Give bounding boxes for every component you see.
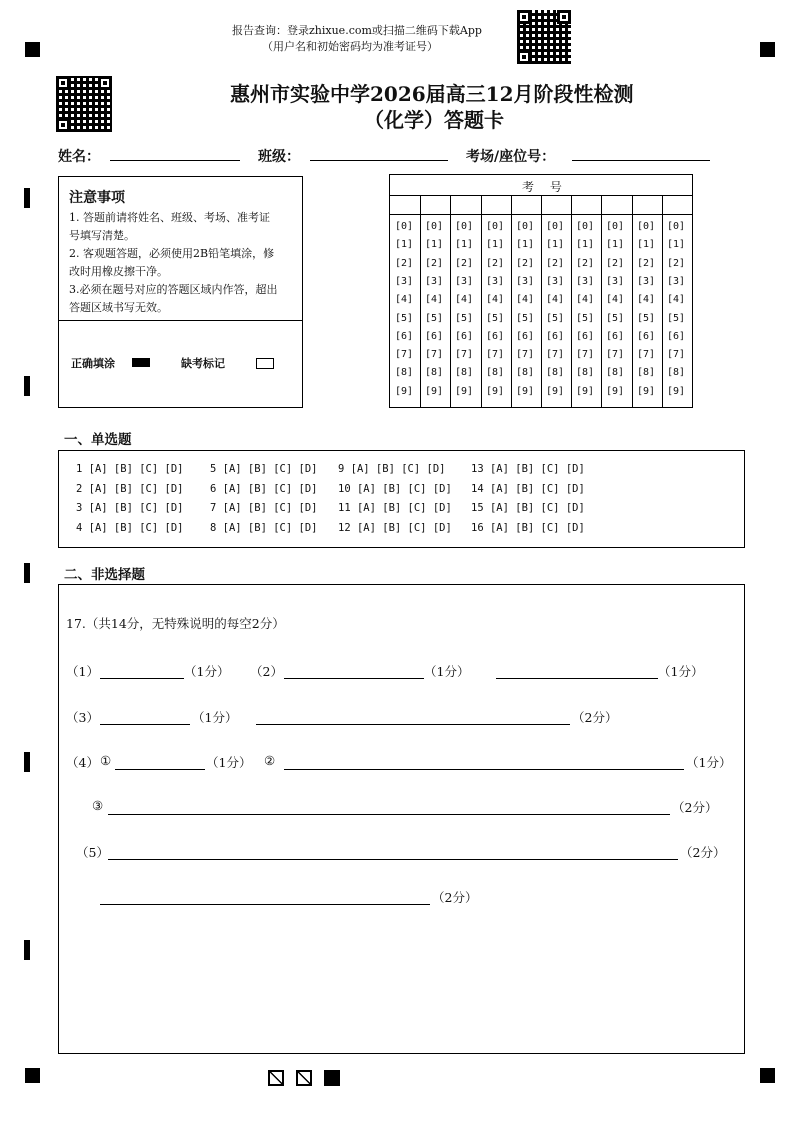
correct-fill-sample bbox=[132, 358, 150, 367]
exam-digit-bubble[interactable]: [1] bbox=[637, 239, 656, 251]
name-field[interactable] bbox=[110, 146, 240, 161]
exam-digit-bubble[interactable]: [7] bbox=[546, 349, 565, 361]
exam-digit-bubble[interactable]: [9] bbox=[395, 385, 414, 397]
exam-digit-bubble[interactable]: [8] bbox=[455, 367, 474, 379]
exam-digit-bubble[interactable]: [9] bbox=[606, 385, 625, 397]
exam-digit-bubble[interactable]: [1] bbox=[667, 239, 686, 251]
single-choice-item[interactable]: 15 [A] [B] [C] [D] bbox=[471, 502, 585, 514]
notice-line: 答题区域书写无效。 bbox=[69, 301, 168, 314]
exam-digit-bubble[interactable]: [0] bbox=[637, 221, 656, 232]
absent-label: 缺考标记 bbox=[181, 357, 225, 370]
exam-digit-bubble[interactable]: [3] bbox=[516, 275, 535, 287]
seat-label: 考场/座位号： bbox=[466, 149, 556, 165]
exam-digit-bubble[interactable]: [7] bbox=[667, 349, 686, 361]
section1-title: 一、单选题 bbox=[64, 432, 132, 448]
answer-blank[interactable] bbox=[108, 845, 678, 860]
single-choice-item[interactable]: 13 [A] [B] [C] [D] bbox=[471, 463, 585, 475]
exam-digit-bubble[interactable]: [8] bbox=[546, 367, 565, 379]
exam-digit-bubble[interactable]: [6] bbox=[637, 330, 656, 342]
single-choice-item[interactable]: 4 [A] [B] [C] [D] bbox=[76, 521, 184, 534]
exam-digit-bubble[interactable]: [8] bbox=[637, 367, 656, 379]
score-2: （2分） bbox=[432, 890, 478, 905]
exam-digit-bubble[interactable]: [7] bbox=[486, 349, 505, 361]
exam-digit-bubble[interactable]: [1] bbox=[516, 239, 535, 251]
report-credential-line: （用户名和初始密码均为准考证号） bbox=[262, 40, 438, 53]
exam-digit-bubble[interactable]: [0] bbox=[395, 221, 414, 232]
answer-blank[interactable] bbox=[100, 890, 430, 905]
notice-line: 号填写清楚。 bbox=[69, 229, 135, 242]
score-1: （1分） bbox=[184, 664, 230, 679]
exam-digit-bubble[interactable]: [1] bbox=[486, 239, 505, 251]
circled-2: ② bbox=[264, 753, 276, 768]
exam-digit-bubble[interactable]: [5] bbox=[455, 312, 474, 324]
exam-digit-bubble[interactable]: [0] bbox=[425, 221, 444, 232]
answer-blank[interactable] bbox=[115, 755, 205, 770]
answer-blank[interactable] bbox=[284, 755, 684, 770]
exam-digit-bubble[interactable]: [2] bbox=[395, 257, 414, 269]
seat-field[interactable] bbox=[572, 146, 710, 161]
exam-digit-bubble[interactable]: [7] bbox=[516, 349, 535, 361]
correct-fill-label: 正确填涂 bbox=[71, 357, 115, 370]
exam-digit-bubble[interactable]: [2] bbox=[486, 257, 505, 269]
exam-digit-bubble[interactable]: [5] bbox=[637, 312, 656, 324]
exam-digit-bubble[interactable]: [3] bbox=[425, 275, 444, 287]
exam-digit-bubble[interactable]: [5] bbox=[546, 312, 565, 324]
corner-mark-bottom-right bbox=[760, 1068, 775, 1083]
score-1: （1分） bbox=[658, 664, 704, 679]
exam-digit-bubble[interactable]: [3] bbox=[637, 275, 656, 287]
exam-digit-bubble[interactable]: [5] bbox=[516, 312, 535, 324]
exam-digit-bubble[interactable]: [6] bbox=[395, 330, 414, 342]
exam-digit-bubble[interactable]: [9] bbox=[546, 385, 565, 397]
qr-code-icon bbox=[517, 10, 571, 64]
exam-digit-bubble[interactable]: [0] bbox=[576, 221, 595, 232]
score-1: （1分） bbox=[206, 755, 252, 770]
exam-digit-bubble[interactable]: [3] bbox=[606, 275, 625, 287]
exam-digit-bubble[interactable]: [8] bbox=[395, 367, 414, 379]
exam-digit-bubble[interactable]: [7] bbox=[637, 349, 656, 361]
exam-digit-bubble[interactable]: [3] bbox=[576, 275, 595, 287]
score-1: （1分） bbox=[424, 664, 470, 679]
exam-digit-bubble[interactable]: [4] bbox=[395, 294, 414, 306]
exam-digit-bubble[interactable]: [4] bbox=[516, 294, 535, 306]
corner-mark-bottom-left bbox=[25, 1068, 40, 1083]
exam-number-grid bbox=[389, 174, 693, 408]
exam-digit-bubble[interactable]: [2] bbox=[606, 257, 625, 269]
exam-digit-bubble[interactable]: [0] bbox=[486, 221, 505, 232]
exam-digit-bubble[interactable]: [4] bbox=[546, 294, 565, 306]
exam-digit-bubble[interactable]: [2] bbox=[455, 257, 474, 269]
exam-digit-bubble[interactable]: [3] bbox=[667, 275, 686, 287]
score-2: （2分） bbox=[572, 710, 618, 725]
answer-blank[interactable] bbox=[100, 710, 190, 725]
exam-digit-bubble[interactable]: [1] bbox=[576, 239, 595, 251]
exam-digit-bubble[interactable]: [8] bbox=[606, 367, 625, 379]
single-choice-item[interactable]: 11 [A] [B] [C] [D] bbox=[338, 502, 452, 514]
exam-digit-bubble[interactable]: [0] bbox=[516, 221, 535, 232]
exam-digit-bubble[interactable]: [2] bbox=[576, 257, 595, 269]
exam-digit-bubble[interactable]: [2] bbox=[516, 257, 535, 269]
exam-number-title: 考 号 bbox=[522, 180, 568, 194]
answer-area bbox=[58, 584, 745, 1054]
student-qr-code-icon bbox=[56, 76, 112, 132]
exam-digit-bubble[interactable]: [2] bbox=[637, 257, 656, 269]
exam-digit-bubble[interactable]: [9] bbox=[576, 385, 595, 397]
q17-part3-label: （3） bbox=[66, 710, 99, 725]
single-choice-item[interactable]: 9 [A] [B] [C] [D] bbox=[338, 463, 446, 475]
exam-digit-bubble[interactable]: [9] bbox=[455, 385, 474, 397]
exam-digit-bubble[interactable]: [4] bbox=[576, 294, 595, 306]
exam-digit-bubble[interactable]: [8] bbox=[576, 367, 595, 379]
exam-digit-bubble[interactable]: [3] bbox=[486, 275, 505, 287]
timing-bar bbox=[24, 188, 30, 208]
score-2: （2分） bbox=[680, 845, 726, 860]
single-choice-item[interactable]: 5 [A] [B] [C] [D] bbox=[210, 463, 318, 475]
name-label: 姓名： bbox=[58, 149, 100, 165]
exam-digit-bubble[interactable]: [4] bbox=[425, 294, 444, 306]
q17-part4-label: （4） bbox=[66, 755, 99, 770]
circled-3: ③ bbox=[92, 798, 104, 813]
corner-mark-top-right bbox=[760, 42, 775, 57]
exam-digit-bubble[interactable]: [3] bbox=[546, 275, 565, 287]
exam-digit-bubble[interactable]: [1] bbox=[606, 239, 625, 251]
page-subtitle: （化学）答题卡 bbox=[364, 108, 504, 132]
score-1: （1分） bbox=[192, 710, 238, 725]
single-choice-item[interactable]: 7 [A] [B] [C] [D] bbox=[210, 502, 318, 514]
exam-digit-bubble[interactable]: [9] bbox=[486, 385, 505, 397]
exam-digit-bubble[interactable]: [5] bbox=[395, 312, 414, 324]
exam-digit-bubble[interactable]: [5] bbox=[425, 312, 444, 324]
circled-1: ① bbox=[100, 753, 112, 768]
page-mark-solid bbox=[324, 1070, 340, 1086]
exam-digit-bubble[interactable]: [4] bbox=[667, 294, 686, 306]
exam-digit-bubble[interactable]: [4] bbox=[606, 294, 625, 306]
exam-digit-bubble[interactable]: [5] bbox=[486, 312, 505, 324]
q17-part1-label: （1） bbox=[66, 664, 99, 679]
exam-digit-bubble[interactable]: [1] bbox=[546, 239, 565, 251]
single-choice-item[interactable]: 16 [A] [B] [C] [D] bbox=[471, 521, 585, 534]
single-choice-item[interactable]: 1 [A] [B] [C] [D] bbox=[76, 463, 184, 475]
single-choice-box bbox=[58, 450, 745, 548]
report-query-line: 报告查询：登录zhixue.com或扫描二维码下载App bbox=[232, 24, 482, 37]
class-field[interactable] bbox=[310, 146, 448, 161]
timing-bar bbox=[24, 940, 30, 960]
answer-blank[interactable] bbox=[100, 664, 184, 679]
exam-digit-bubble[interactable]: [6] bbox=[486, 330, 505, 342]
q17-header: 17.（共14分，无特殊说明的每空2分） bbox=[66, 616, 285, 631]
exam-digit-bubble[interactable]: [7] bbox=[576, 349, 595, 361]
exam-digit-bubble[interactable]: [1] bbox=[425, 239, 444, 251]
exam-digit-bubble[interactable]: [4] bbox=[486, 294, 505, 306]
exam-digit-bubble[interactable]: [1] bbox=[395, 239, 414, 251]
exam-digit-bubble[interactable]: [2] bbox=[425, 257, 444, 269]
exam-digit-bubble[interactable]: [9] bbox=[425, 385, 444, 397]
exam-digit-bubble[interactable]: [2] bbox=[667, 257, 686, 269]
answer-blank[interactable] bbox=[496, 664, 658, 679]
score-1: （1分） bbox=[686, 755, 732, 770]
section2-title: 二、非选择题 bbox=[64, 567, 145, 583]
q17-part2-label: （2） bbox=[250, 664, 283, 679]
timing-bar bbox=[24, 376, 30, 396]
exam-digit-bubble[interactable]: [6] bbox=[455, 330, 474, 342]
exam-digit-bubble[interactable]: [3] bbox=[395, 275, 414, 287]
exam-digit-bubble[interactable]: [6] bbox=[606, 330, 625, 342]
timing-bar bbox=[24, 563, 30, 583]
exam-digit-bubble[interactable]: [0] bbox=[667, 221, 686, 232]
page-title: 惠州市实验中学2026届高三12月阶段性检测 bbox=[230, 82, 634, 106]
exam-digit-bubble[interactable]: [8] bbox=[516, 367, 535, 379]
score-2: （2分） bbox=[672, 800, 718, 815]
exam-digit-bubble[interactable]: [6] bbox=[576, 330, 595, 342]
notice-line: 2. 客观题答题，必须使用2B铅笔填涂，修 bbox=[69, 247, 275, 260]
exam-digit-bubble[interactable]: [8] bbox=[667, 367, 686, 379]
exam-digit-bubble[interactable]: [6] bbox=[546, 330, 565, 342]
exam-digit-bubble[interactable]: [7] bbox=[425, 349, 444, 361]
exam-digit-bubble[interactable]: [5] bbox=[576, 312, 595, 324]
exam-digit-bubble[interactable]: [4] bbox=[455, 294, 474, 306]
exam-digit-bubble[interactable]: [6] bbox=[667, 330, 686, 342]
single-choice-item[interactable]: 12 [A] [B] [C] [D] bbox=[338, 521, 452, 534]
single-choice-item[interactable]: 14 [A] [B] [C] [D] bbox=[471, 482, 585, 495]
exam-digit-bubble[interactable]: [0] bbox=[455, 221, 474, 232]
single-choice-item[interactable]: 3 [A] [B] [C] [D] bbox=[76, 502, 184, 514]
page-mark-crossed-icon bbox=[296, 1070, 312, 1086]
page-mark-crossed-icon bbox=[268, 1070, 284, 1086]
corner-mark-top-left bbox=[25, 42, 40, 57]
answer-blank[interactable] bbox=[256, 710, 570, 725]
exam-digit-bubble[interactable]: [9] bbox=[516, 385, 535, 397]
single-choice-item[interactable]: 6 [A] [B] [C] [D] bbox=[210, 482, 318, 495]
exam-digit-bubble[interactable]: [4] bbox=[637, 294, 656, 306]
exam-digit-bubble[interactable]: [2] bbox=[546, 257, 565, 269]
single-choice-item[interactable]: 10 [A] [B] [C] [D] bbox=[338, 482, 452, 495]
notice-line: 3.必须在题号对应的答题区域内作答，超出 bbox=[69, 283, 278, 296]
notice-title: 注意事项 bbox=[69, 190, 125, 206]
answer-blank[interactable] bbox=[108, 800, 670, 815]
exam-digit-bubble[interactable]: [0] bbox=[606, 221, 625, 232]
absent-checkbox[interactable] bbox=[256, 358, 274, 369]
exam-digit-bubble[interactable]: [6] bbox=[425, 330, 444, 342]
exam-digit-bubble[interactable]: [3] bbox=[455, 275, 474, 287]
exam-digit-bubble[interactable]: [7] bbox=[455, 349, 474, 361]
exam-digit-bubble[interactable]: [8] bbox=[486, 367, 505, 379]
exam-digit-bubble[interactable]: [7] bbox=[395, 349, 414, 361]
exam-digit-bubble[interactable]: [1] bbox=[455, 239, 474, 251]
notice-line: 1. 答题前请将姓名、班级、考场、准考证 bbox=[69, 211, 270, 224]
exam-digit-bubble[interactable]: [8] bbox=[425, 367, 444, 379]
q17-part5-label: （5） bbox=[76, 845, 109, 860]
exam-digit-bubble[interactable]: [6] bbox=[516, 330, 535, 342]
notice-box bbox=[58, 176, 303, 408]
single-choice-item[interactable]: 8 [A] [B] [C] [D] bbox=[210, 521, 318, 534]
divider bbox=[59, 320, 302, 321]
exam-digit-bubble[interactable]: [5] bbox=[606, 312, 625, 324]
exam-digit-bubble[interactable]: [9] bbox=[637, 385, 656, 397]
notice-line: 改时用橡皮擦干净。 bbox=[69, 265, 168, 278]
exam-digit-bubble[interactable]: [5] bbox=[667, 312, 686, 324]
exam-digit-bubble[interactable]: [9] bbox=[667, 385, 686, 397]
answer-blank[interactable] bbox=[284, 664, 424, 679]
single-choice-item[interactable]: 2 [A] [B] [C] [D] bbox=[76, 482, 184, 495]
exam-digit-bubble[interactable]: [0] bbox=[546, 221, 565, 232]
class-label: 班级： bbox=[258, 149, 300, 165]
exam-digit-bubble[interactable]: [7] bbox=[606, 349, 625, 361]
timing-bar bbox=[24, 752, 30, 772]
